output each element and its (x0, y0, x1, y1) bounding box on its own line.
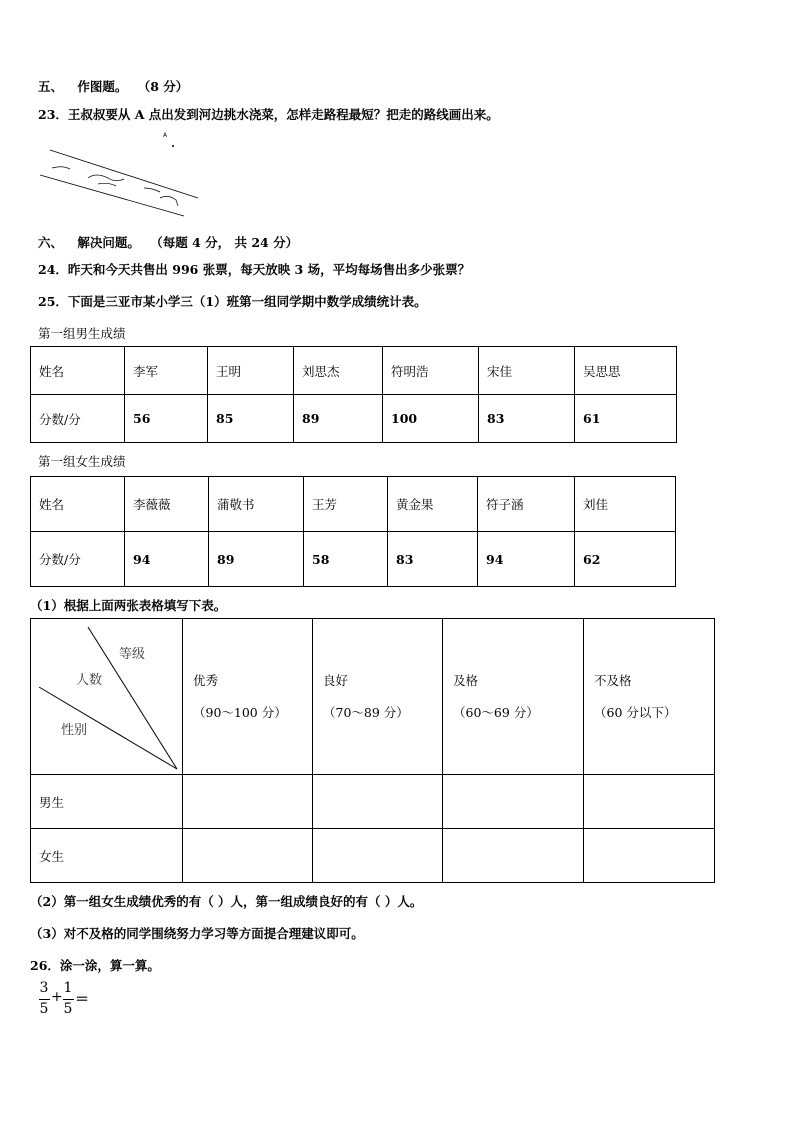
answer-cell[interactable] (183, 829, 313, 883)
question-23: 23．王叔叔要从 A 点出发到河边挑水浇菜，怎样走路程最短？把走的路线画出来。 (38, 107, 499, 122)
level-header-fail (584, 619, 715, 775)
level-range: （60 分以下） (594, 704, 677, 720)
student-score: 58 (304, 532, 388, 587)
level-name: 优秀 (193, 672, 219, 688)
answer-cell[interactable] (443, 775, 584, 829)
table-row (31, 532, 676, 587)
fraction-2-denominator: 5 (63, 1001, 73, 1017)
diag-label-mid: 人数 (76, 673, 103, 688)
name-header: 姓名 (31, 347, 125, 395)
level-range: （60～69 分） (453, 704, 539, 720)
point-a-dot (172, 145, 174, 147)
name-header: 姓名 (31, 477, 125, 532)
student-score: 89 (209, 532, 304, 587)
table-row (31, 775, 715, 829)
section-6-heading (38, 233, 298, 251)
boys-score-table (30, 346, 677, 443)
river-bank-bottom (40, 175, 184, 216)
water-wave-3 (98, 183, 116, 186)
river-sketch (36, 128, 206, 220)
boys-table-caption: 第一组男生成绩 (38, 326, 126, 341)
table-row (31, 395, 677, 443)
section-score: （8 分） (137, 79, 189, 94)
student-name: 符子涵 (478, 477, 575, 532)
fraction-1-denominator: 5 (39, 1001, 49, 1017)
student-score: 100 (383, 395, 479, 443)
score-header: 分数/分 (31, 532, 125, 587)
row-label-boys: 男生 (31, 775, 183, 829)
student-name: 宋佳 (479, 347, 575, 395)
girls-score-table (30, 476, 676, 587)
student-score: 89 (294, 395, 383, 443)
plus-sign: + (51, 989, 63, 1005)
girls-table-caption: 第一组女生成绩 (38, 454, 126, 469)
row-label-girls: 女生 (31, 829, 183, 883)
fraction-expression (38, 980, 98, 1020)
fraction-2-bar (63, 999, 74, 1000)
level-name: 及格 (453, 672, 479, 688)
student-name: 吴思思 (575, 347, 677, 395)
section-title: 作图题。 (77, 79, 128, 94)
level-name: 不及格 (594, 672, 632, 688)
level-range: （90～100 分） (193, 704, 287, 720)
fraction-2-numerator: 1 (63, 980, 73, 996)
answer-cell[interactable] (313, 829, 443, 883)
answer-cell[interactable] (584, 775, 715, 829)
level-range: （70～89 分） (323, 704, 409, 720)
water-wave-2 (88, 175, 124, 181)
student-name: 王芳 (304, 477, 388, 532)
river-bank-top (50, 150, 198, 198)
diagonal-header-cell (31, 619, 183, 775)
question-25: 25．下面是三亚市某小学三（1）班第一组同学期中数学成绩统计表。 (38, 294, 427, 309)
student-name: 李军 (125, 347, 208, 395)
student-name: 李薇薇 (125, 477, 209, 532)
water-wave-5 (160, 196, 178, 206)
level-header-good (313, 619, 443, 775)
answer-cell[interactable] (183, 775, 313, 829)
level-name: 良好 (323, 672, 349, 688)
section-score: （每题 4 分， 共 24 分） (150, 235, 299, 250)
section-title: 解决问题。 (77, 235, 140, 250)
part-2-question: （2）第一组女生成绩优秀的有（ ）人，第一组成绩良好的有（ ）人。 (30, 894, 423, 909)
section-label: 六、 (38, 235, 64, 250)
student-score: 94 (478, 532, 575, 587)
fraction-1-bar (39, 999, 50, 1000)
score-header: 分数/分 (31, 395, 125, 443)
section-5-heading (38, 77, 188, 95)
question-26: 26．涂一涂，算一算。 (30, 958, 160, 973)
section-label: 五、 (38, 79, 64, 94)
student-score: 83 (479, 395, 575, 443)
water-wave-1 (52, 167, 70, 169)
table-row (31, 477, 676, 532)
diag-label-bottom: 性别 (61, 723, 88, 738)
level-header-pass (443, 619, 584, 775)
student-name: 符明浩 (383, 347, 479, 395)
student-score: 61 (575, 395, 677, 443)
diag-label-top: 等级 (119, 647, 146, 662)
question-24: 24．昨天和今天共售出 996 张票，每天放映 3 场，平均每场售出多少张票？ (38, 262, 471, 277)
answer-cell[interactable] (584, 829, 715, 883)
student-score: 83 (388, 532, 478, 587)
student-name: 蒲敬书 (209, 477, 304, 532)
equals-sign: ＝ (75, 992, 89, 1008)
level-header-excellent (183, 619, 313, 775)
table-row (31, 829, 715, 883)
diagonal-lines (31, 619, 183, 775)
student-score: 85 (208, 395, 294, 443)
student-score: 56 (125, 395, 208, 443)
part-1-instruction: （1）根据上面两张表格填写下表。 (30, 598, 227, 613)
water-wave-4 (144, 188, 160, 192)
student-name: 刘思杰 (294, 347, 383, 395)
answer-cell[interactable] (443, 829, 584, 883)
grade-summary-table (30, 618, 715, 883)
student-name: 黄金果 (388, 477, 478, 532)
part-3-question: （3）对不及格的同学围绕努力学习等方面提合理建议即可。 (30, 926, 364, 941)
table-row (31, 347, 677, 395)
student-score: 94 (125, 532, 209, 587)
fraction-1-numerator: 3 (39, 980, 49, 996)
answer-cell[interactable] (313, 775, 443, 829)
point-a-label: A (163, 132, 168, 139)
student-name: 刘佳 (575, 477, 676, 532)
table-row (31, 619, 715, 775)
student-name: 王明 (208, 347, 294, 395)
student-score: 62 (575, 532, 676, 587)
